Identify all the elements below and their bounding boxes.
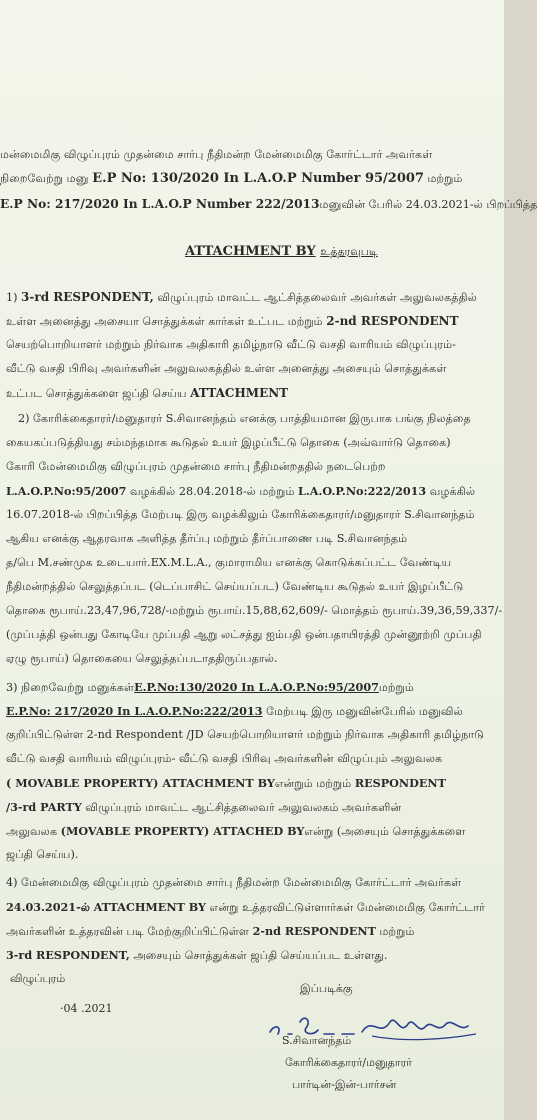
header-text: நிறைவேற்று மனு	[0, 172, 89, 185]
para3-line-3: குறிப்பிட்டுள்ள 2-nd Respondent /JD செயற்பொறியாளர் மற்றும் நிர்வாக அதிகாரி தமிழ்நாடு	[6, 728, 485, 741]
bold-text: 2-nd RESPONDENT	[252, 924, 376, 938]
para-text: அலுவலக	[6, 825, 58, 838]
date: ·04 .2021	[60, 1002, 113, 1015]
para3-line-4: வீட்டு வசதி வாரியம் விழுப்புரம்- வீட்டு வசதி பிரிவு அவர்களின் விழுப்பும் அலுவலக	[6, 752, 443, 765]
para2-line-4	[6, 484, 475, 499]
case-number: E.P No: 130/2020 In L.A.O.P Number 95/2007	[92, 171, 424, 186]
para2-line-10: (முப்பத்தி ஒன்பது கோடியே முப்பதி ஆறு லட்சத்து ஐம்பதி ஒன்பதாயிரத்தி முன்னூற்றி முப்பதி	[6, 628, 482, 641]
para-text: வழக்கில் 28.04.2018-ல் மற்றும்	[129, 485, 295, 498]
para-text: மேற்படி இரு மனுவின்பேரில் மனுவில்	[266, 705, 463, 718]
para-text: விழுப்புரம் மாவட்ட ஆட்சித்தலைவர் அவர்கள் அலுவலகத்தில்	[157, 291, 477, 304]
para3-line-7	[6, 824, 465, 839]
bold-text: /3-rd PARTY	[6, 800, 82, 814]
para-text: என்று (அசையும் சொத்துக்களை	[304, 825, 466, 838]
header-line-2	[0, 172, 463, 186]
para3-line-6	[6, 800, 401, 815]
para-number: 1)	[6, 291, 18, 304]
header-line-3	[0, 197, 537, 212]
para1-line-1	[6, 290, 477, 305]
para-text: மற்றும்	[378, 681, 414, 694]
case-number: E.P.No: 217/2020 In L.A.O.P.No:222/2013	[6, 704, 263, 718]
para-text: விழுப்புரம் மாவட்ட ஆட்சித்தலைவர் அலுவலகம் அவர்களின்	[85, 801, 402, 814]
case-number: L.A.O.P.No:222/2013	[298, 484, 427, 498]
case-number: L.A.O.P.No:95/2007	[6, 484, 127, 498]
bold-text: ATTACHMENT	[190, 386, 289, 400]
para-text: என்று உத்தரவிட்டுள்ளார்கள் மேன்மைமிகு கோர்ட்டார்	[209, 901, 486, 914]
bold-text: ( MOVABLE PROPERTY) ATTACHMENT BY	[6, 776, 275, 790]
para4-line-1: 4) மேன்மைமிகு விழுப்புரம் முதன்மை சார்பு நீதிமன்ற மேன்மைமிகு கோர்ட்டார் அவர்கள்	[6, 876, 462, 889]
para2-line-6: ஆகிய எனக்கு ஆதரவாக அளித்த தீர்ப்பு மற்றும் தீர்ப்பாணை படி S.சிவானந்தம்	[6, 532, 408, 545]
para3-line-5	[6, 776, 446, 791]
header-text: மனுவின் பேரில் 24.03.2021-ல் பிறப்பித்த	[319, 198, 537, 211]
para3-line-8: ஜப்தி செய்ய).	[6, 848, 79, 861]
para-text: உட்பட சொத்துக்களை ஜப்தி செய்ய	[6, 387, 187, 400]
para2-line-8: நீதிமன்றத்தில் செலுத்தப்பட (டெப்பாசிட் செய்யப்பட) வேண்டிய கூடுதல் உயர் இழப்பீட்டு	[6, 580, 464, 593]
bold-text: ATTACHMENT BY	[93, 900, 207, 914]
para-text: வழக்கில்	[429, 485, 476, 498]
header-text: மற்றும்	[427, 172, 463, 185]
para-text: 3) நிறைவேற்று மனுக்கள்	[6, 681, 135, 694]
para-text: அவர்களின் உத்தரவின் படி மேற்குறிப்பிட்டுள்ள	[6, 925, 250, 938]
para1-line-4: வீட்டு வசதி பிரிவு அவர்களின் அலுவலகத்தில் உள்ள அனைத்து அசையும் சொத்துக்கள்	[6, 362, 447, 375]
para-text: அசையும் சொத்துக்கள் ஜப்தி செய்யப்பட உள்ளது.	[133, 949, 388, 962]
para1-line-5	[6, 386, 288, 401]
para-text: மற்றும்	[379, 925, 415, 938]
heading-main: ATTACHMENT BY	[185, 244, 316, 259]
place: விழுப்புரம்	[10, 972, 66, 985]
heading-sub: உத்தரவுபடி	[320, 245, 378, 258]
para2-line-5: 16.07.2018-ல் பிறப்பித்த மேற்படி இரு வழக்கிலும் கோரிக்கைதாரர்/மனுதாரர் S.சிவானந்தம்	[6, 508, 475, 521]
para4-line-4	[6, 948, 388, 963]
case-number: E.P No: 217/2020 In L.A.O.P Number 222/2013	[0, 197, 320, 211]
case-number: E.P.No:130/2020 In L.A.O.P.No:95/2007	[134, 680, 379, 694]
closing: இப்படிக்கு	[300, 982, 353, 995]
signer-role: கோரிக்கைதாரர்/மனுதாரர்	[285, 1056, 412, 1069]
para2-line-3: கோரி மேன்மைமிகு விழுப்புரம் முதன்மை சார்பு நீதிமன்றததில் நடைபெற்ற	[6, 460, 386, 473]
para2-line-9: தொகை ரூபாய்.23,47,96,728/-மற்றும் ரூபாய்.15,88,62,609/- மொத்தம் ரூபாய்.39,36,59,337/-	[6, 604, 503, 617]
para4-line-3	[6, 924, 414, 939]
para-text: உள்ள அனைத்து அசையா சொத்துக்கள் கார்கள் உட்பட மற்றும்	[6, 315, 323, 328]
bold-text: 3-rd RESPONDENT,	[21, 290, 154, 304]
para1-line-2	[6, 314, 459, 329]
bold-text: RESPONDENT	[354, 776, 446, 790]
bold-text: 3-rd RESPONDENT,	[6, 948, 130, 962]
para1-line-3: செயற்பொறியாளர் மற்றும் நிர்வாக அதிகாரி தமிழ்நாடு வீட்டு வசதி வாரியம் விழுப்புரம்-	[6, 338, 456, 351]
signer-party: பார்டின்-இன்-பார்சன்	[292, 1078, 397, 1091]
para2-line-2: கையகப்படுத்தியது சம்மந்தமாக கூடுதல் உயர் இழப்பீட்டு தொகை (அவ்வார்டு தொகை)	[6, 436, 451, 449]
para4-line-2	[6, 900, 485, 915]
date-text: 24.03.2021-ல்	[6, 900, 90, 914]
para2-line-7: த/பெ M.சண்முக உடையார்.EX.M.L.A., குமாராமிய எனக்கு கொடுக்கப்பட்ட வேண்டிய	[6, 556, 452, 569]
document-heading	[185, 244, 378, 260]
header-line-1	[0, 148, 432, 162]
para3-line-1	[6, 680, 414, 695]
para3-line-2	[6, 704, 463, 719]
bold-text: 2-nd RESPONDENT	[326, 314, 459, 328]
para-text: என்றும் மற்றும்	[274, 777, 352, 790]
bold-text: (MOVABLE PROPERTY) ATTACHED BY	[60, 824, 305, 838]
signer-name: S.சிவானந்தம்	[282, 1034, 352, 1047]
para2-line-1: 2) கோரிக்கைதாரர்/மனுதாரர் S.சிவானந்தம் எனக்கு பாத்தியமான இருபாக பங்கு நிலத்தை	[18, 412, 471, 425]
header-text: மன்மைமிகு விழுப்புரம் முதன்மை சார்பு நீதிமன்ற மேன்மைமிகு கோர்ட்டார் அவர்கள்	[0, 148, 433, 161]
para2-line-11: ஏழு ரூபாய்) தொகையை செலுத்தப்படாததிருப்பதால்.	[6, 652, 278, 665]
